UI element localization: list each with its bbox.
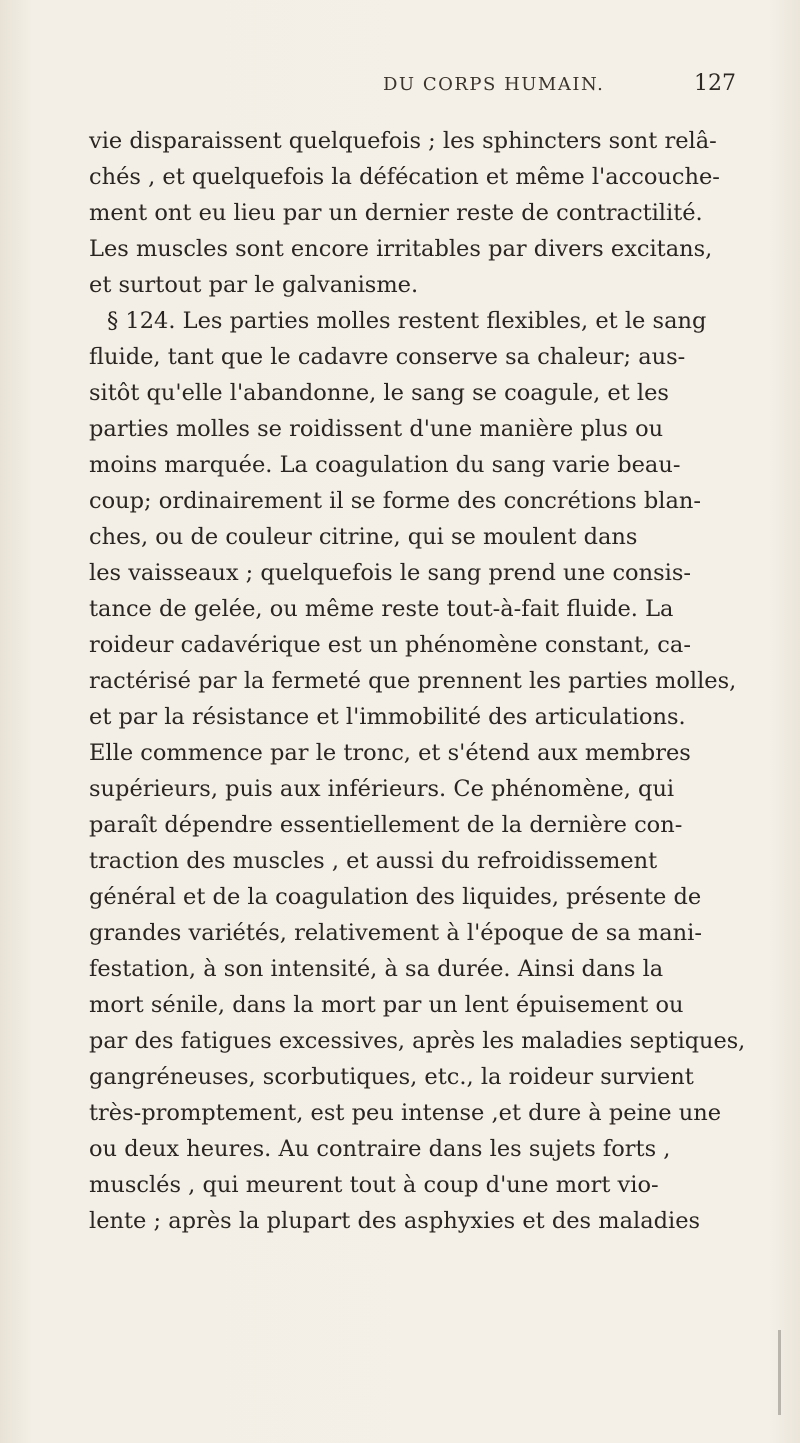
page-header [383, 71, 742, 104]
scan-margin-mark [778, 1330, 781, 1415]
page-number: 127 [694, 71, 736, 96]
text-line: et surtout par le galvanisme. [89, 272, 419, 298]
text-line: grandes variétés, relativement à l'époque de sa mani- [89, 920, 702, 946]
text-line: très-promptement, est peu intense ,et dure à peine une [89, 1100, 722, 1126]
text-line: ches, ou de couleur citrine, qui se moulent dans [89, 524, 638, 550]
text-line: festation, à son intensité, à sa durée. Ainsi dans la [89, 956, 664, 982]
text-line: sitôt qu'elle l'abandonne, le sang se coagule, et les [89, 380, 669, 406]
text-line: fluide, tant que le cadavre conserve sa chaleur; aus- [89, 344, 686, 370]
text-line: et par la résistance et l'immobilité des articulations. [89, 704, 686, 730]
text-line: parties molles se roidissent d'une manière plus ou [89, 416, 664, 442]
text-line: moins marquée. La coagulation du sang varie beau- [89, 452, 681, 478]
text-line: vie disparaissent quelquefois ; les sphincters sont relâ- [89, 128, 717, 154]
text-line: roideur cadavérique est un phénomène constant, ca- [89, 632, 691, 658]
paragraph-start-line: § 124. Les parties molles restent flexibles, et le sang [107, 308, 707, 334]
body-text [89, 123, 745, 1239]
text-line: gangréneuses, scorbutiques, etc., la roideur survient [89, 1064, 694, 1090]
text-line: ou deux heures. Au contraire dans les sujets forts , [89, 1136, 671, 1162]
text-line: tance de gelée, ou même reste tout-à-fait fluide. La [89, 596, 674, 622]
text-line: Les muscles sont encore irritables par divers excitans, [89, 236, 713, 262]
text-line: traction des muscles , et aussi du refroidissement [89, 848, 658, 874]
text-line: général et de la coagulation des liquides, présente de [89, 884, 702, 910]
text-line: lente ; après la plupart des asphyxies et des maladies [89, 1208, 701, 1234]
text-line: paraît dépendre essentiellement de la dernière con- [89, 812, 683, 838]
text-line: supérieurs, puis aux inférieurs. Ce phénomène, qui [89, 776, 675, 802]
text-line: ment ont eu lieu par un dernier reste de contractilité. [89, 200, 703, 226]
text-line: mort sénile, dans la mort par un lent épuisement ou [89, 992, 684, 1018]
text-line: Elle commence par le tronc, et s'étend aux membres [89, 740, 691, 766]
text-line: par des fatigues excessives, après les maladies septiques, [89, 1028, 746, 1054]
text-line: coup; ordinairement il se forme des concrétions blan- [89, 488, 701, 514]
text-line: chés , et quelquefois la défécation et même l'accouche- [89, 164, 720, 190]
text-line: musclés , qui meurent tout à coup d'une mort vio- [89, 1172, 659, 1198]
text-line: ractérisé par la fermeté que prennent les parties molles, [89, 668, 737, 694]
running-head: DU CORPS HUMAIN. [383, 74, 605, 95]
text-line: les vaisseaux ; quelquefois le sang prend une consis- [89, 560, 691, 586]
